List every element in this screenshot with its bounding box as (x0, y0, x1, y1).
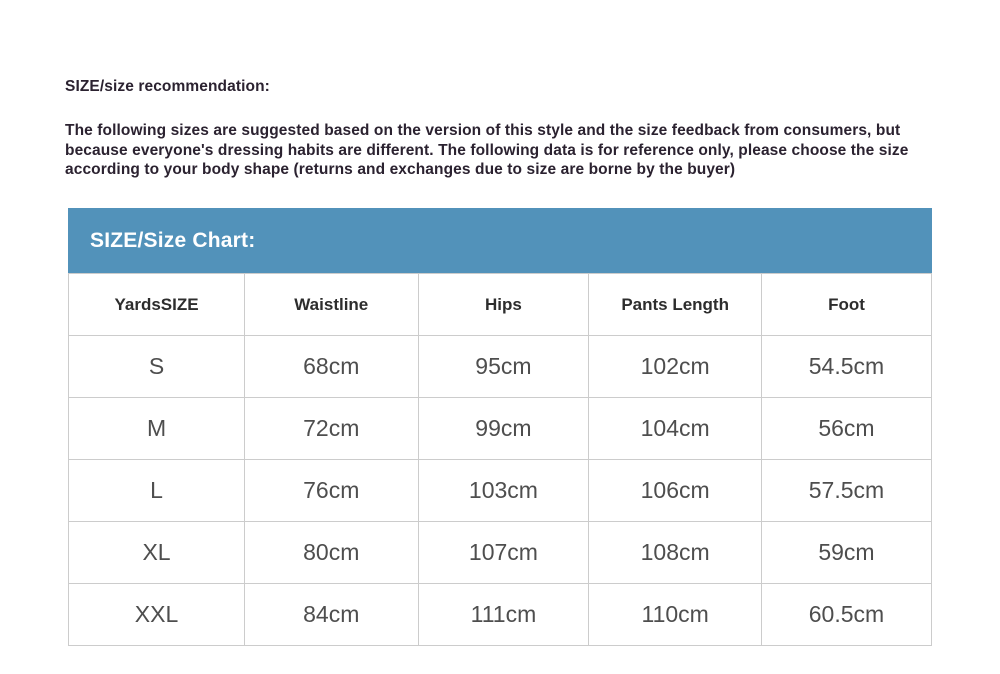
column-header-hips: Hips (418, 274, 589, 336)
table-cell: 68cm (245, 336, 418, 398)
table-row-l (69, 460, 932, 522)
table-header-row (69, 274, 932, 336)
table-cell: XL (69, 522, 245, 584)
table-cell: M (69, 398, 245, 460)
table-cell: S (69, 336, 245, 398)
table-cell: 84cm (245, 584, 418, 646)
table-cell: 76cm (245, 460, 418, 522)
table-cell: 72cm (245, 398, 418, 460)
table-cell: 107cm (418, 522, 589, 584)
table-cell: 99cm (418, 398, 589, 460)
table-cell: 59cm (761, 522, 931, 584)
column-header-waistline: Waistline (245, 274, 418, 336)
table-cell: 56cm (761, 398, 931, 460)
table-cell: 110cm (589, 584, 762, 646)
table-cell: 80cm (245, 522, 418, 584)
column-header-pants-length: Pants Length (589, 274, 762, 336)
table-cell: XXL (69, 584, 245, 646)
table-cell: 60.5cm (761, 584, 931, 646)
table-cell: 57.5cm (761, 460, 931, 522)
table-cell: 54.5cm (761, 336, 931, 398)
size-chart-title-bar (68, 208, 932, 273)
table-cell: 108cm (589, 522, 762, 584)
size-disclaimer-paragraph: The following sizes are suggested based on the version of this style and the size feedback from consumers, but because everyone's dressing habits are different. The following data is for reference only, please choose the size according to your body shape (returns and exchanges due to size are borne by the buyer) (65, 122, 909, 178)
table-row-xl (69, 522, 932, 584)
size-table (68, 273, 932, 646)
table-cell: 106cm (589, 460, 762, 522)
table-row-xxl (69, 584, 932, 646)
table-cell: L (69, 460, 245, 522)
column-header-foot: Foot (761, 274, 931, 336)
table-row-s (69, 336, 932, 398)
section-heading: SIZE/size recommendation: (65, 78, 270, 95)
table-cell: 102cm (589, 336, 762, 398)
table-cell: 104cm (589, 398, 762, 460)
table-cell: 111cm (418, 584, 589, 646)
table-cell: 95cm (418, 336, 589, 398)
table-cell: 103cm (418, 460, 589, 522)
size-chart (68, 208, 932, 646)
column-header-size: YardsSIZE (69, 274, 245, 336)
table-row-m (69, 398, 932, 460)
size-chart-title: SIZE/Size Chart: (90, 228, 256, 252)
